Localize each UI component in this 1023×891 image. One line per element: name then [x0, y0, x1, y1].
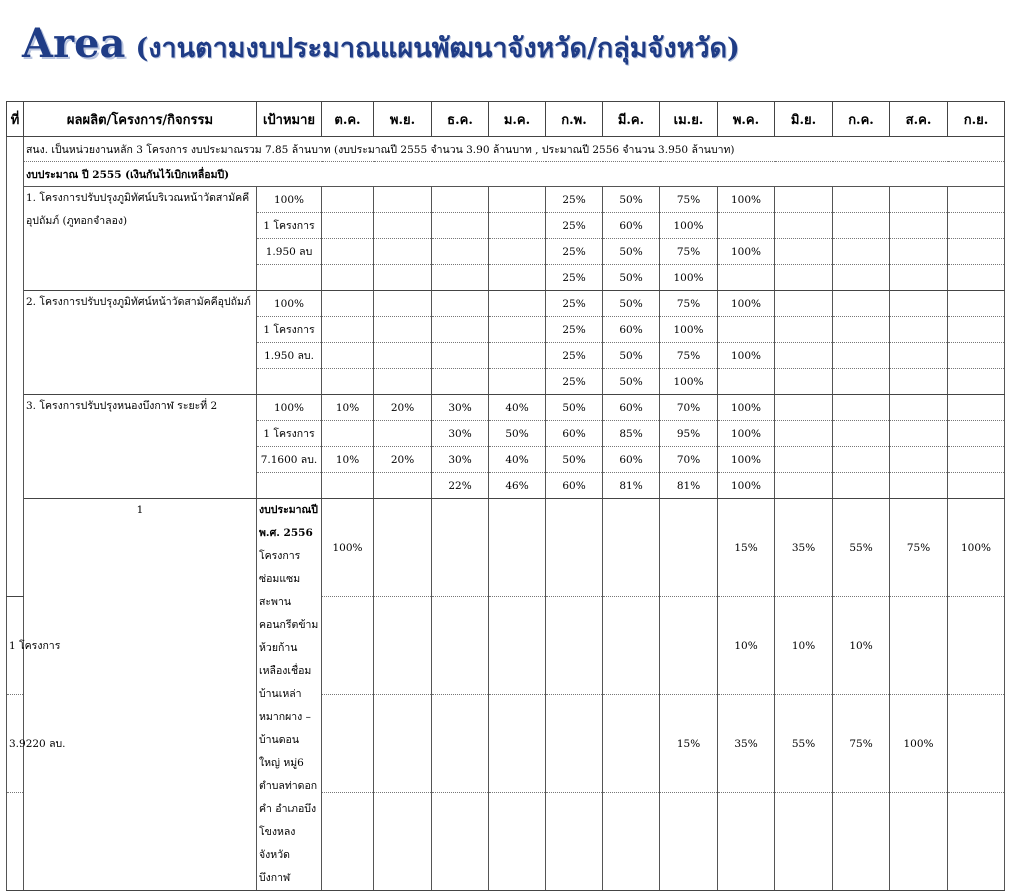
month-cell: [948, 213, 1005, 239]
month-cell: 100%: [718, 239, 775, 265]
month-cell: [718, 213, 775, 239]
month-cell: [890, 369, 948, 395]
month-cell: 60%: [603, 213, 660, 239]
month-cell: 25%: [546, 317, 603, 343]
col-header: มี.ค.: [603, 102, 660, 137]
target-cell: [257, 369, 322, 395]
month-cell: [890, 421, 948, 447]
month-cell: [322, 793, 374, 891]
month-cell: [948, 793, 1005, 891]
summary-note: สนง. เป็นหน่วยงานหลัก 3 โครงการ งบประมาณรวม 7.85 ล้านบาท (งบประมาณปี 2555 จำนวน 3.90 ล้านบาท , ประมาณปี 2556 จำนวน 3.950 ล้านบาท): [24, 137, 1005, 162]
month-cell: 25%: [546, 369, 603, 395]
section-heading-2555: งบประมาณ ปี 2555 (เงินกันไว้เบิกเหลื่อมปี): [24, 162, 1005, 187]
month-cell: [833, 239, 890, 265]
table-row: [7, 499, 1005, 597]
budget-year-heading: งบประมาณปี พ.ศ. 2556: [259, 504, 318, 539]
row-number-cell: [7, 137, 24, 597]
month-cell: [775, 265, 833, 291]
month-cell: 40%: [489, 447, 546, 473]
month-cell: [775, 395, 833, 421]
month-cell: 81%: [603, 473, 660, 499]
month-cell: [775, 317, 833, 343]
project-label-cell: [24, 395, 257, 499]
col-header: ธ.ค.: [432, 102, 489, 137]
month-cell: [489, 597, 546, 695]
month-cell: [833, 421, 890, 447]
month-cell: 60%: [603, 395, 660, 421]
month-cell: [432, 187, 489, 213]
month-cell: 15%: [718, 499, 775, 597]
header-row: [7, 102, 1005, 137]
month-cell: 70%: [660, 447, 718, 473]
month-cell: [660, 499, 718, 597]
month-cell: [489, 291, 546, 317]
month-cell: [432, 499, 489, 597]
month-cell: [660, 793, 718, 891]
month-cell: 95%: [660, 421, 718, 447]
month-cell: [322, 421, 374, 447]
month-cell: [890, 187, 948, 213]
target-cell: 100%: [257, 187, 322, 213]
month-cell: 100%: [718, 395, 775, 421]
month-cell: 55%: [833, 499, 890, 597]
month-cell: [432, 343, 489, 369]
month-cell: [432, 291, 489, 317]
month-cell: 100%: [718, 187, 775, 213]
month-cell: 10%: [775, 597, 833, 695]
target-cell: 1 โครงการ: [257, 213, 322, 239]
row-number-cell: 1: [24, 499, 257, 891]
month-cell: [775, 187, 833, 213]
month-cell: [948, 291, 1005, 317]
month-cell: [833, 265, 890, 291]
month-cell: 100%: [660, 265, 718, 291]
project-label: 3. โครงการปรับปรุงหนองบึงกาฬ ระยะที่ 2: [26, 400, 218, 412]
month-cell: [890, 239, 948, 265]
month-cell: [489, 187, 546, 213]
month-cell: [718, 369, 775, 395]
month-cell: [489, 239, 546, 265]
month-cell: [833, 447, 890, 473]
month-cell: 25%: [546, 239, 603, 265]
month-cell: 25%: [546, 213, 603, 239]
month-cell: [890, 317, 948, 343]
title-subtitle: (งานตามงบประมาณแผนพัฒนาจังหวัด/กลุ่มจังหวัด): [135, 33, 740, 64]
summary-note-row: [7, 137, 1005, 162]
month-cell: 75%: [660, 343, 718, 369]
target-cell: 1.950 ลบ: [257, 239, 322, 265]
budget-plan-table: [6, 101, 1005, 891]
month-cell: [890, 473, 948, 499]
month-cell: 55%: [775, 695, 833, 793]
month-cell: [322, 597, 374, 695]
target-cell: [7, 793, 24, 891]
month-cell: [374, 695, 432, 793]
month-cell: 40%: [489, 395, 546, 421]
month-cell: 25%: [546, 291, 603, 317]
month-cell: [948, 421, 1005, 447]
month-cell: [432, 239, 489, 265]
table-row: [7, 187, 1005, 213]
month-cell: 25%: [546, 187, 603, 213]
month-cell: 50%: [603, 291, 660, 317]
month-cell: 100%: [948, 499, 1005, 597]
month-cell: [890, 213, 948, 239]
col-header: พ.ย.: [374, 102, 432, 137]
month-cell: 35%: [718, 695, 775, 793]
month-cell: [374, 499, 432, 597]
project-label-cell: [257, 499, 322, 891]
month-cell: [432, 265, 489, 291]
month-cell: [948, 239, 1005, 265]
month-cell: 100%: [660, 317, 718, 343]
month-cell: [322, 695, 374, 793]
month-cell: [890, 395, 948, 421]
table-body: [7, 137, 1005, 891]
month-cell: [775, 239, 833, 265]
month-cell: [948, 447, 1005, 473]
month-cell: [432, 695, 489, 793]
month-cell: [890, 597, 948, 695]
month-cell: [833, 473, 890, 499]
month-cell: [432, 369, 489, 395]
month-cell: 50%: [489, 421, 546, 447]
month-cell: [833, 291, 890, 317]
col-header: ก.พ.: [546, 102, 603, 137]
month-cell: [775, 213, 833, 239]
month-cell: [660, 597, 718, 695]
month-cell: [833, 793, 890, 891]
month-cell: [948, 395, 1005, 421]
month-cell: [322, 343, 374, 369]
col-header: มิ.ย.: [775, 102, 833, 137]
month-cell: 75%: [660, 187, 718, 213]
month-cell: 20%: [374, 395, 432, 421]
target-cell: [257, 473, 322, 499]
month-cell: [890, 343, 948, 369]
target-cell: 3.9220 ลบ.: [7, 695, 24, 793]
month-cell: [374, 187, 432, 213]
month-cell: 100%: [660, 369, 718, 395]
month-cell: [374, 291, 432, 317]
target-cell: 100%: [257, 291, 322, 317]
month-cell: [489, 265, 546, 291]
month-cell: [833, 213, 890, 239]
month-cell: [775, 369, 833, 395]
month-cell: [432, 597, 489, 695]
month-cell: [948, 187, 1005, 213]
month-cell: 10%: [322, 447, 374, 473]
col-header: ม.ค.: [489, 102, 546, 137]
col-header: ก.ค.: [833, 102, 890, 137]
month-cell: 100%: [718, 291, 775, 317]
month-cell: [948, 317, 1005, 343]
month-cell: [489, 499, 546, 597]
month-cell: [322, 239, 374, 265]
month-cell: [833, 343, 890, 369]
month-cell: [489, 793, 546, 891]
month-cell: [775, 447, 833, 473]
month-cell: [432, 317, 489, 343]
month-cell: 10%: [718, 597, 775, 695]
month-cell: 50%: [603, 343, 660, 369]
month-cell: 100%: [890, 695, 948, 793]
month-cell: [374, 239, 432, 265]
project-label: โครงการซ่อมแซมสะพานคอนกรีตข้ามห้วยก้านเหลืองเชื่อมบ้านเหล่าหมากผาง – บ้านดอนใหญ่ หมู่6 ตำบลท่าดอกคำ อำเภอบึงโขงหลง จังหวัดบึงกาฬ: [259, 550, 319, 884]
month-cell: 100%: [718, 343, 775, 369]
month-cell: 50%: [603, 369, 660, 395]
month-cell: 75%: [890, 499, 948, 597]
month-cell: 25%: [546, 265, 603, 291]
month-cell: 100%: [718, 421, 775, 447]
month-cell: [775, 291, 833, 317]
month-cell: 46%: [489, 473, 546, 499]
month-cell: [890, 447, 948, 473]
month-cell: [775, 343, 833, 369]
month-cell: [322, 369, 374, 395]
month-cell: [489, 343, 546, 369]
month-cell: 60%: [546, 421, 603, 447]
month-cell: 75%: [660, 291, 718, 317]
month-cell: [374, 317, 432, 343]
month-cell: [603, 793, 660, 891]
month-cell: [603, 499, 660, 597]
month-cell: [432, 793, 489, 891]
month-cell: [374, 213, 432, 239]
target-cell: 1 โครงการ: [7, 597, 24, 695]
target-cell: 7.1600 ลบ.: [257, 447, 322, 473]
month-cell: 50%: [603, 187, 660, 213]
month-cell: 30%: [432, 421, 489, 447]
month-cell: [833, 395, 890, 421]
month-cell: [546, 499, 603, 597]
month-cell: 20%: [374, 447, 432, 473]
month-cell: [322, 291, 374, 317]
month-cell: [603, 597, 660, 695]
month-cell: [322, 317, 374, 343]
project-label-cell: [24, 291, 257, 395]
col-header: เป้าหมาย: [257, 102, 322, 137]
month-cell: 10%: [322, 395, 374, 421]
project-label: 1. โครงการปรับปรุงภูมิทัศน์บริเวณหน้าวัดสามัคคีอุปถัมภ์ (ภูทอกจำลอง): [26, 192, 250, 227]
month-cell: 15%: [660, 695, 718, 793]
month-cell: 50%: [603, 265, 660, 291]
month-cell: [374, 793, 432, 891]
month-cell: [890, 265, 948, 291]
month-cell: 60%: [546, 473, 603, 499]
month-cell: [374, 265, 432, 291]
month-cell: [775, 421, 833, 447]
col-header: พ.ค.: [718, 102, 775, 137]
month-cell: 22%: [432, 473, 489, 499]
month-cell: [890, 291, 948, 317]
month-cell: [489, 213, 546, 239]
month-cell: [948, 369, 1005, 395]
month-cell: [948, 695, 1005, 793]
month-cell: 50%: [546, 395, 603, 421]
month-cell: 10%: [833, 597, 890, 695]
target-cell: 100%: [257, 395, 322, 421]
month-cell: [718, 265, 775, 291]
month-cell: [322, 265, 374, 291]
page-title: [22, 20, 740, 67]
month-cell: [432, 213, 489, 239]
month-cell: [775, 793, 833, 891]
month-cell: 100%: [718, 447, 775, 473]
month-cell: [322, 187, 374, 213]
month-cell: 25%: [546, 343, 603, 369]
target-cell: 100%: [322, 499, 374, 597]
month-cell: 60%: [603, 447, 660, 473]
target-cell: [257, 265, 322, 291]
month-cell: [489, 369, 546, 395]
target-cell: 1.950 ลบ.: [257, 343, 322, 369]
month-cell: [718, 793, 775, 891]
col-header: ผลผลิต/โครงการ/กิจกรรม: [24, 102, 257, 137]
month-cell: [489, 695, 546, 793]
month-cell: 81%: [660, 473, 718, 499]
month-cell: [374, 421, 432, 447]
month-cell: [374, 369, 432, 395]
table-row: [7, 395, 1005, 421]
month-cell: [374, 343, 432, 369]
month-cell: [603, 695, 660, 793]
month-cell: [775, 473, 833, 499]
month-cell: [322, 213, 374, 239]
col-header: เม.ย.: [660, 102, 718, 137]
month-cell: 100%: [718, 473, 775, 499]
month-cell: [546, 695, 603, 793]
col-header: ที่: [7, 102, 24, 137]
month-cell: 100%: [660, 213, 718, 239]
month-cell: 75%: [833, 695, 890, 793]
month-cell: [833, 317, 890, 343]
month-cell: 60%: [603, 317, 660, 343]
month-cell: [718, 317, 775, 343]
month-cell: [948, 343, 1005, 369]
section-heading-row: [7, 162, 1005, 187]
col-header: ต.ค.: [322, 102, 374, 137]
month-cell: [833, 369, 890, 395]
project-label: 2. โครงการปรับปรุงภูมิทัศน์หน้าวัดสามัคคีอุปถัมภ์: [26, 296, 251, 308]
month-cell: [374, 597, 432, 695]
month-cell: [833, 187, 890, 213]
month-cell: [948, 473, 1005, 499]
month-cell: [948, 597, 1005, 695]
month-cell: 50%: [603, 239, 660, 265]
month-cell: 30%: [432, 395, 489, 421]
col-header: ก.ย.: [948, 102, 1005, 137]
month-cell: [890, 793, 948, 891]
project-label-cell: [24, 187, 257, 291]
month-cell: 70%: [660, 395, 718, 421]
title-main: Area: [22, 20, 126, 67]
month-cell: 85%: [603, 421, 660, 447]
col-header: ส.ค.: [890, 102, 948, 137]
target-cell: 1 โครงการ: [257, 317, 322, 343]
month-cell: 75%: [660, 239, 718, 265]
month-cell: 35%: [775, 499, 833, 597]
month-cell: [948, 265, 1005, 291]
month-cell: [546, 793, 603, 891]
month-cell: [489, 317, 546, 343]
table-row: [7, 291, 1005, 317]
month-cell: [322, 473, 374, 499]
month-cell: [374, 473, 432, 499]
month-cell: [546, 597, 603, 695]
month-cell: 50%: [546, 447, 603, 473]
target-cell: 1 โครงการ: [257, 421, 322, 447]
month-cell: 30%: [432, 447, 489, 473]
